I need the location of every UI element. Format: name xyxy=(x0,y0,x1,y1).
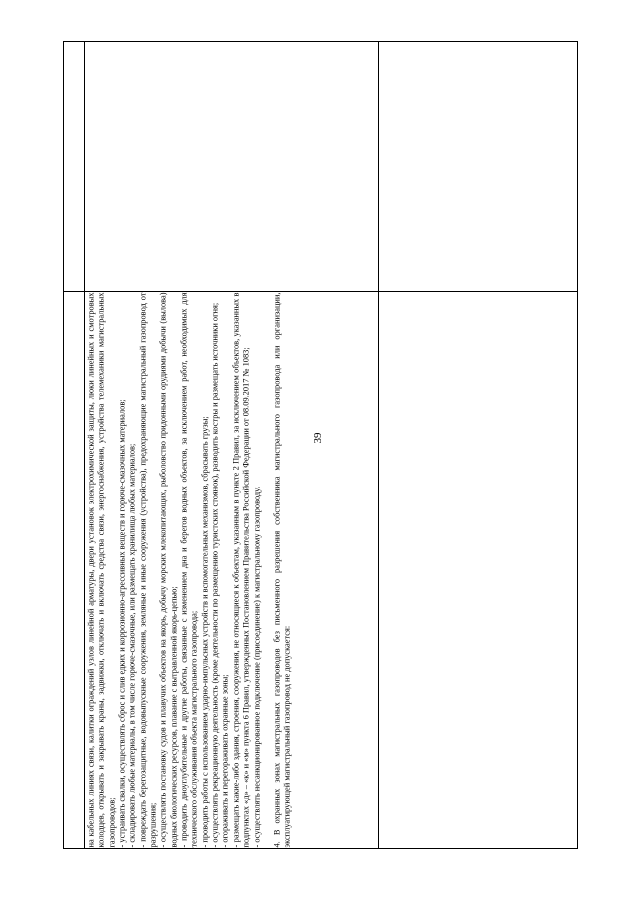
table-text-cell xyxy=(84,290,377,849)
paragraph: - проводить дноуглубительные и другие работы, связанные с изменением дна и берегов водных объектов, за исключением работ, необходимых для технического обслуживания объекта магистрального газопровода; xyxy=(179,292,199,847)
table-column-divider xyxy=(378,42,379,848)
paragraph: - огораживать и перегораживать охранные зоны; xyxy=(220,673,230,847)
paragraph: на кабельных линиях связи, калитки ограждений узлов линейной арматуры, двери установок электрохимической защиты, люки линейных и смотровых колодцев, открывать и закрывать краны, задвижки, отключать и включать средства связи, энергоснабжения, устройства телемеханики магистральных газопроводов; xyxy=(86,292,116,847)
paragraph: - проводить работы с использованием ударно-импульсных устройств и вспомогательных механизмов, сбрасывать грузы; xyxy=(199,415,209,847)
paragraph: 4. В охранных зонах магистральных газопроводов без письменного разрешения собственника магистрального газопровода или организации, эксплуатирующей магистральный газопровод не допускается: xyxy=(271,292,292,847)
paragraph: - устраивать свалки, осуществлять сброс и слив едких и коррозионно-агрессивных веществ и горюче-смазочных материалов; xyxy=(117,398,127,847)
paragraph: - складировать любые материалы, в том числе горюче-смазочные, или размещать хранилища любых материалов; xyxy=(127,443,137,847)
paragraph: - осуществлять несанкционированное подключение (присоединение) к магистральному газопроводу. xyxy=(251,485,261,847)
paragraph: - осуществлять постановку судов и плавучих объектов на якорь, добычу морских млекопитающих, рыболовство придонными орудиями добычи (вылова) водных биологических ресурсов, плавание с вытравленной якорь-цепью; xyxy=(158,292,178,847)
page-number: 39 xyxy=(312,432,324,444)
paragraph: - размещать какие-либо здания, строения, сооружения, не относящиеся к объектам, указанным в пункте 2 Правил, за исключением объектов, указанных в подпунктах «д» – «к» и «м» пункта 6 Правил, утвержденных Постановлением Правительства Российской Федерации от 08.09.2017 № 1083; xyxy=(230,292,251,847)
paragraph: - осуществлять рекреационную деятельность (кроме деятельности по размещению туристских стоянок), разводить костры и размещать источники огня; xyxy=(210,302,220,847)
paragraph: - повреждать берегозащитные, водовыпускные сооружения, земляные и иные сооружения (устройства), предохраняющие магистральный газопровод от разрушения; xyxy=(137,292,158,847)
rotated-text-block xyxy=(86,292,375,847)
